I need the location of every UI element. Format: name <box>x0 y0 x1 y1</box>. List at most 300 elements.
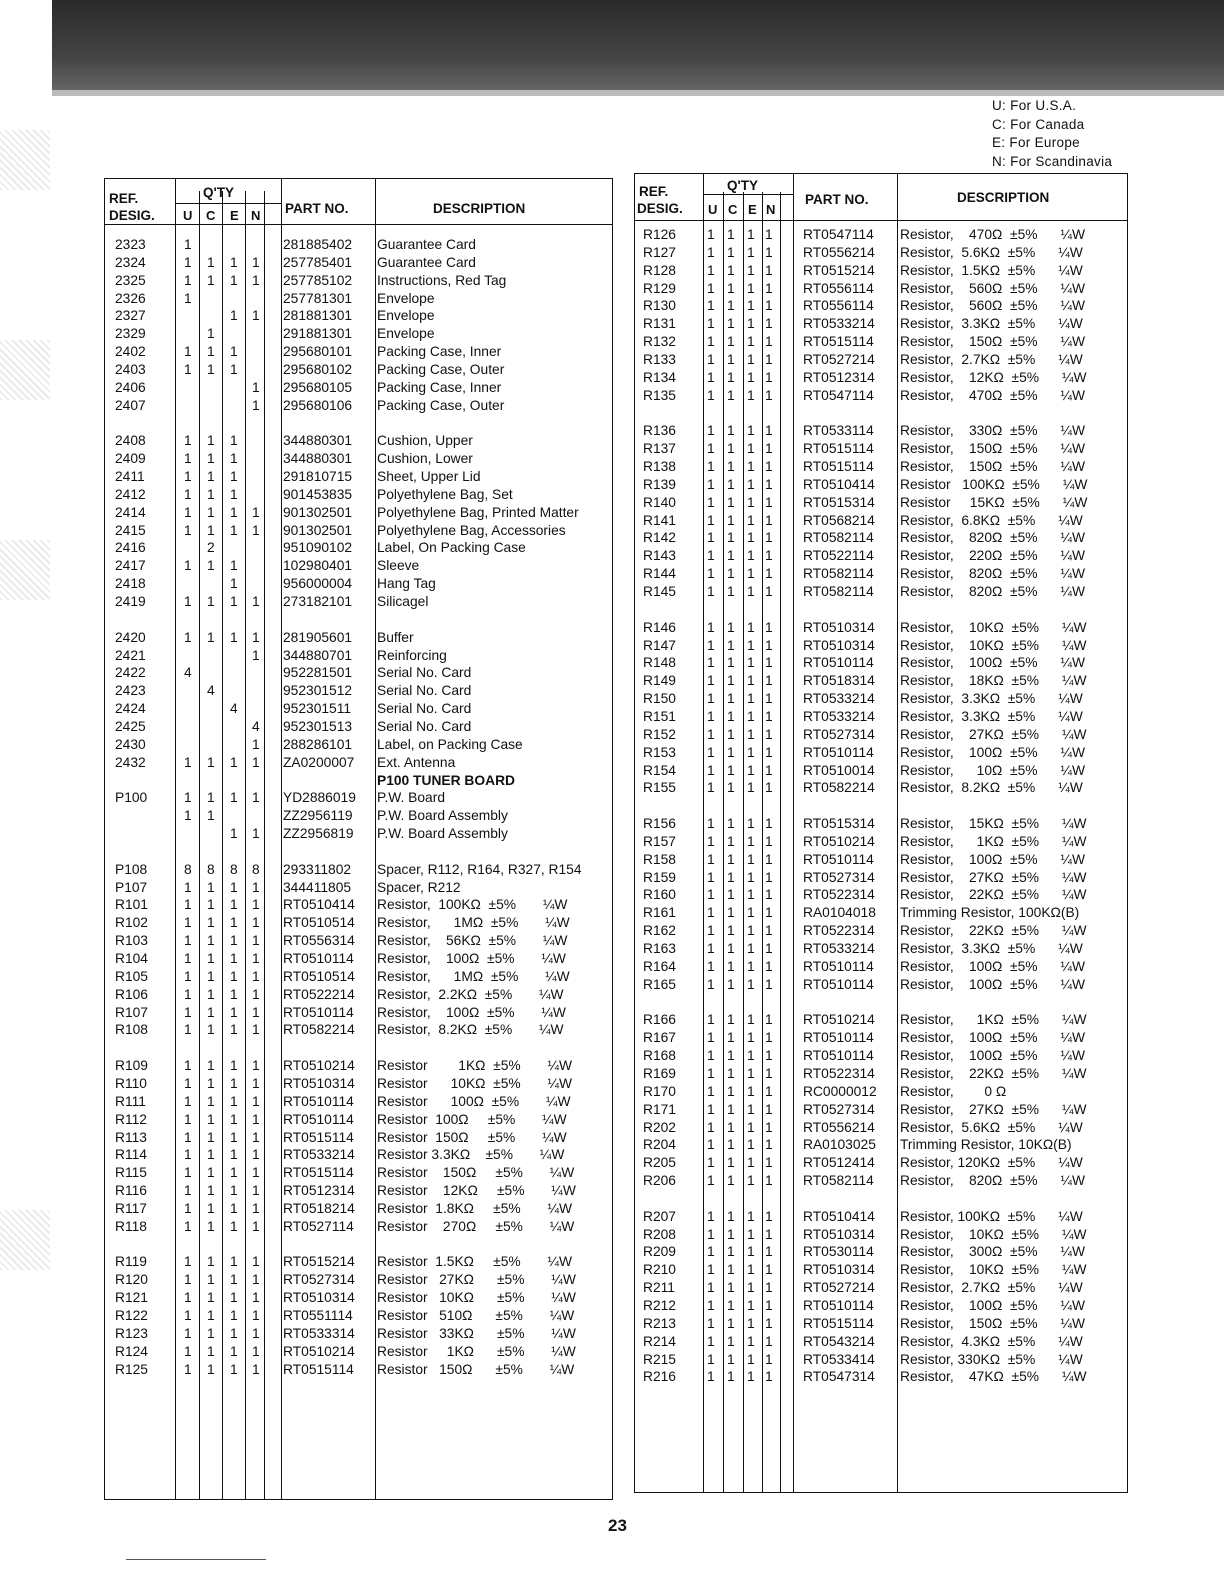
qty-c: 1 <box>727 351 735 367</box>
qty-u: 1 <box>707 958 715 974</box>
qty-e: 1 <box>230 451 238 467</box>
qty-e: 1 <box>230 308 238 324</box>
qty-e: 1 <box>747 905 755 921</box>
ref-desig: 2324 <box>115 254 146 270</box>
qty-c: 1 <box>727 387 735 403</box>
qty-u: 1 <box>184 790 192 806</box>
part-no: RT0510214 <box>283 1058 355 1074</box>
qty-e: 1 <box>747 1065 755 1081</box>
part-no: RT0510214 <box>283 1343 355 1359</box>
table-row <box>635 1011 1127 1029</box>
qty-c: 2 <box>207 540 215 556</box>
table-row <box>105 1057 612 1075</box>
ref-desig: 2419 <box>115 594 146 609</box>
table-row <box>635 601 1127 619</box>
part-no: 281905601 <box>283 629 353 645</box>
qty-u: 1 <box>184 1290 192 1306</box>
part-no: ZZ2956119 <box>283 808 353 824</box>
qty-u: 1 <box>707 512 715 528</box>
part-no: RT0533214 <box>803 316 875 332</box>
part-no: RT0533214 <box>803 941 875 956</box>
qty-c: 1 <box>727 816 735 832</box>
qty-c: 1 <box>727 1315 735 1331</box>
qty-c: 1 <box>727 423 735 439</box>
qty-u: 1 <box>707 691 715 707</box>
table-row <box>105 736 612 754</box>
qty-u: 1 <box>184 486 192 502</box>
ref-desig: R166 <box>643 1012 676 1028</box>
qty-c: 1 <box>727 708 735 724</box>
qty-n: 1 <box>765 512 773 528</box>
ref-desig: R130 <box>643 298 676 314</box>
qty-c: 1 <box>727 887 735 903</box>
ref-desig: 2423 <box>115 683 146 699</box>
part-no: 295680105 <box>283 379 353 395</box>
description: Resistor, 3.3KΩ ±5% ¼W <box>900 708 1083 724</box>
table-row <box>635 565 1127 583</box>
part-no: RT0522314 <box>803 923 875 939</box>
qty-n: 1 <box>765 923 773 939</box>
qty-e: 1 <box>230 1147 238 1163</box>
ref-desig: R160 <box>643 887 676 903</box>
qty-c: 1 <box>207 879 215 895</box>
n-header: N <box>766 202 776 217</box>
table-row <box>105 843 612 861</box>
qty-n: 1 <box>765 227 773 242</box>
parts-table-right <box>634 173 1128 1493</box>
qty-e: 1 <box>230 1290 238 1306</box>
qty-u: 1 <box>707 941 715 956</box>
parts-table-left <box>104 178 613 1500</box>
qty-c: 1 <box>207 1093 215 1109</box>
part-no: RT0547114 <box>803 387 874 403</box>
qty-c: 1 <box>727 851 735 867</box>
qty-c: 1 <box>727 1351 735 1367</box>
qty-e: 1 <box>230 1093 238 1109</box>
table-row <box>105 772 612 790</box>
part-no: RC0000012 <box>803 1083 877 1099</box>
description: Resistor, 100Ω ±5% ¼W <box>900 1298 1086 1313</box>
qty-n: 1 <box>252 754 260 770</box>
qty-e: 1 <box>230 1129 238 1145</box>
description-header: DESCRIPTION <box>433 201 526 216</box>
qty-c: 1 <box>727 1119 735 1135</box>
part-no: RT0582214 <box>283 1022 355 1038</box>
ref-desig: R146 <box>643 619 676 635</box>
ref-desig: R138 <box>643 459 676 475</box>
part-no: RT0510114 <box>283 1004 354 1020</box>
qty-c: 1 <box>727 976 735 992</box>
qty-n: 1 <box>252 1129 260 1145</box>
table-row <box>635 1243 1127 1261</box>
ref-desig: R157 <box>643 833 676 849</box>
qty-n: 1 <box>765 530 773 546</box>
ref-desig: R129 <box>643 280 676 296</box>
table-row <box>105 343 612 361</box>
description: Resistor, 22KΩ ±5% ¼W <box>900 887 1087 903</box>
part-no: RT0510314 <box>283 1290 355 1306</box>
part-no: 952301513 <box>283 718 353 734</box>
qty-header: Q'TY <box>203 185 234 200</box>
qty-n: 1 <box>765 1155 773 1171</box>
description: Resistor, 15KΩ ±5% ¼W <box>900 816 1087 832</box>
qty-c: 1 <box>207 968 215 984</box>
qty-e: 1 <box>747 280 755 296</box>
qty-n: 1 <box>252 879 260 895</box>
qty-n: 1 <box>252 826 260 842</box>
description: Resistor 15KΩ ±5% ¼W <box>900 494 1088 510</box>
part-no: RT0533214 <box>803 691 875 707</box>
qty-u: 1 <box>184 951 192 966</box>
table-row <box>635 690 1127 708</box>
description: Polyethylene Bag, Set <box>377 486 513 502</box>
qty-n: 1 <box>252 1361 260 1377</box>
qty-n: 1 <box>252 379 260 395</box>
qty-n: 1 <box>252 1272 260 1288</box>
table-row <box>635 654 1127 672</box>
qty-n: 1 <box>765 566 773 582</box>
qty-n: 1 <box>765 762 773 778</box>
description: Resistor 1.8KΩ ±5% ¼W <box>377 1200 573 1216</box>
ref-desig: R133 <box>643 351 676 367</box>
qty-e: 1 <box>230 522 238 538</box>
qty-n: 1 <box>765 941 773 956</box>
table-row <box>105 236 612 254</box>
ref-desig: 2411 <box>115 469 145 485</box>
qty-u: 1 <box>707 476 715 492</box>
part-no: RT0582114 <box>803 566 874 582</box>
qty-n: 1 <box>252 1058 260 1074</box>
description: Resistor, 820Ω ±5% ¼W <box>900 566 1086 582</box>
table-row <box>105 415 612 433</box>
table-row <box>105 896 612 914</box>
description: Resistor, 100Ω ±5% ¼W <box>377 1004 566 1020</box>
qty-c: 1 <box>207 1111 215 1127</box>
qty-u: 1 <box>707 726 715 742</box>
qty-u: 1 <box>184 986 192 1002</box>
qty-e: 1 <box>747 923 755 939</box>
description: Resistor, 8.2KΩ ±5% ¼W <box>377 1022 564 1038</box>
qty-u: 1 <box>707 708 715 724</box>
ref-desig: P107 <box>115 879 148 895</box>
part-no: 951090102 <box>283 540 353 556</box>
part-no: RT0518214 <box>283 1200 355 1216</box>
table-row <box>635 280 1127 298</box>
qty-c: 1 <box>207 629 215 645</box>
qty-n: 1 <box>765 369 773 385</box>
qty-u: 1 <box>707 1333 715 1349</box>
qty-e: 1 <box>230 933 238 949</box>
qty-e: 1 <box>747 244 755 260</box>
qty-c: 1 <box>727 1101 735 1117</box>
part-no: RT0533114 <box>803 423 874 439</box>
qty-c: 1 <box>727 1030 735 1046</box>
qty-e: 1 <box>747 1226 755 1242</box>
ref-desig: R112 <box>115 1111 147 1127</box>
legend-item: E: For Europe <box>992 135 1080 150</box>
table-row <box>105 1182 612 1200</box>
ref-desig: R106 <box>115 986 148 1002</box>
description: Resistor, 100Ω ±5% ¼W <box>900 976 1086 992</box>
qty-e: 1 <box>230 1325 238 1341</box>
ref-desig: R215 <box>643 1351 676 1367</box>
table-row <box>105 432 612 450</box>
qty-e: 1 <box>230 576 238 592</box>
description: Resistor, 150Ω ±5% ¼W <box>900 334 1086 350</box>
table-row <box>635 262 1127 280</box>
description: Resistor 12KΩ ±5% ¼W <box>377 1183 576 1199</box>
description: Spacer, R112, R164, R327, R154 <box>377 861 582 877</box>
table-row <box>635 1333 1127 1351</box>
qty-e: 1 <box>747 708 755 724</box>
qty-u: 1 <box>707 673 715 689</box>
description: Resistor, 2.7KΩ ±5% ¼W <box>900 351 1083 367</box>
qty-c: 1 <box>207 1325 215 1341</box>
ref-desig: R142 <box>643 530 676 546</box>
qty-u: 1 <box>707 1083 715 1099</box>
description: Resistor, 47KΩ ±5% ¼W <box>900 1369 1087 1385</box>
qty-n: 1 <box>252 1147 260 1163</box>
part-no: RT0522114 <box>803 548 874 564</box>
ref-desig: 2323 <box>115 237 146 252</box>
part-no: RT0556314 <box>283 933 355 949</box>
part-no: RT0556214 <box>803 1119 875 1135</box>
description: Resistor, 150Ω ±5% ¼W <box>900 459 1086 475</box>
ref-desig: R108 <box>115 1022 148 1038</box>
table-row <box>635 1172 1127 1190</box>
description: P.W. Board Assembly <box>377 826 508 842</box>
table-row <box>635 940 1127 958</box>
qty-e: 1 <box>230 879 238 895</box>
qty-n: 1 <box>765 833 773 849</box>
qty-c: 1 <box>207 326 215 342</box>
description: Resistor, 18KΩ ±5% ¼W <box>900 673 1087 689</box>
qty-n: 1 <box>765 316 773 332</box>
qty-e: 1 <box>747 887 755 903</box>
table-row <box>105 1271 612 1289</box>
ref-desig: R171 <box>643 1101 676 1117</box>
qty-c: 1 <box>727 726 735 742</box>
ref-desig: R152 <box>643 726 676 742</box>
qty-e: 1 <box>230 1254 238 1270</box>
ref-desig: 2430 <box>115 736 146 752</box>
part-no: RT0510314 <box>803 619 875 635</box>
table-row <box>105 879 612 897</box>
qty-e: 1 <box>747 584 755 599</box>
description: Instructions, Red Tag <box>377 272 507 288</box>
part-no: ZZ2956819 <box>283 826 354 842</box>
qty-c: 1 <box>727 780 735 796</box>
table-row <box>635 672 1127 690</box>
qty-c: 1 <box>207 1129 215 1145</box>
description: Resistor 10KΩ ±5% ¼W <box>377 1290 576 1306</box>
desig-header: DESIG. <box>637 201 683 216</box>
qty-n: 1 <box>252 522 260 538</box>
description: Resistor, 1MΩ ±5% ¼W <box>377 915 570 931</box>
qty-c: 1 <box>727 673 735 689</box>
qty-u: 1 <box>707 1012 715 1028</box>
qty-n: 4 <box>252 718 260 734</box>
qty-e: 1 <box>230 790 238 806</box>
part-no: 901302501 <box>283 522 353 538</box>
qty-n: 1 <box>765 869 773 885</box>
description: Resistor, 10KΩ ±5% ¼W <box>900 619 1087 635</box>
part-no: RT0582114 <box>803 584 874 599</box>
qty-u: 4 <box>184 665 192 681</box>
qty-u: 1 <box>184 558 192 574</box>
qty-e: 1 <box>230 504 238 520</box>
partno-header: PART NO. <box>285 201 349 216</box>
table-row <box>105 522 612 540</box>
qty-c: 1 <box>207 504 215 520</box>
qty-n: 1 <box>765 708 773 724</box>
qty-e: 1 <box>747 1262 755 1278</box>
table-row <box>105 290 612 308</box>
qty-c: 1 <box>207 469 215 485</box>
qty-e: 1 <box>230 272 238 288</box>
ref-desig: R104 <box>115 951 148 966</box>
description: Envelope <box>377 326 435 342</box>
qty-u: 1 <box>184 272 192 288</box>
qty-u: 1 <box>707 1298 715 1313</box>
scan-speckle <box>0 1210 50 1270</box>
qty-n: 1 <box>765 887 773 903</box>
table-row <box>635 922 1127 940</box>
part-no: RT0510114 <box>283 951 354 966</box>
description: Serial No. Card <box>377 718 472 734</box>
qty-e: 1 <box>747 655 755 671</box>
qty-u: 1 <box>184 237 192 252</box>
part-no: 956000004 <box>283 576 353 592</box>
qty-u: 1 <box>707 316 715 332</box>
description: Resistor 100Ω ±5% ¼W <box>377 1093 571 1109</box>
part-no: 344880701 <box>283 647 353 663</box>
qty-u: 1 <box>707 780 715 796</box>
table-row <box>105 1253 612 1271</box>
description: Resistor, 120KΩ ±5% ¼W <box>900 1155 1083 1171</box>
qty-n: 1 <box>765 851 773 867</box>
qty-c: 1 <box>727 566 735 582</box>
qty-u: 1 <box>707 1369 715 1385</box>
ref-desig: 2329 <box>115 326 146 342</box>
qty-e: 1 <box>747 441 755 457</box>
region-legend <box>992 97 1112 171</box>
qty-e: 1 <box>230 344 238 360</box>
qty-c: 8 <box>207 861 215 877</box>
qty-e: 1 <box>747 1137 755 1153</box>
table-row <box>635 726 1127 744</box>
description: Serial No. Card <box>377 701 472 717</box>
qty-e: 1 <box>230 1022 238 1038</box>
description: Resistor 3.3KΩ ±5% ¼W <box>377 1147 565 1163</box>
description: Resistor, 470Ω ±5% ¼W <box>900 387 1086 403</box>
ref-desig: R117 <box>115 1200 147 1216</box>
ref-desig: R167 <box>643 1030 676 1046</box>
qty-c: 1 <box>207 1004 215 1020</box>
qty-c: 1 <box>207 1075 215 1091</box>
qty-e: 1 <box>747 833 755 849</box>
e-header: E <box>748 202 757 217</box>
table-row <box>105 1093 612 1111</box>
description: Sheet, Upper Lid <box>377 469 481 485</box>
table-row <box>635 1119 1127 1137</box>
qty-e: 1 <box>230 1272 238 1288</box>
table-row <box>635 529 1127 547</box>
table-row <box>635 815 1127 833</box>
table-row <box>635 904 1127 922</box>
qty-u: 1 <box>707 887 715 903</box>
table-row <box>635 512 1127 530</box>
ref-desig: R102 <box>115 915 148 931</box>
part-no: RT0510114 <box>803 976 874 992</box>
qty-u: 1 <box>184 1361 192 1377</box>
table-row <box>635 1315 1127 1333</box>
qty-u: 1 <box>707 423 715 439</box>
qty-e: 1 <box>747 369 755 385</box>
description: Resistor 150Ω ±5% ¼W <box>377 1165 575 1181</box>
table-row <box>635 1136 1127 1154</box>
qty-n: 1 <box>765 459 773 475</box>
qty-c: 1 <box>727 459 735 475</box>
qty-e: 1 <box>230 1058 238 1074</box>
qty-u: 1 <box>707 976 715 992</box>
qty-e: 1 <box>230 469 238 485</box>
description: Cushion, Lower <box>377 451 473 467</box>
qty-u: 1 <box>707 905 715 921</box>
description: Resistor, 1KΩ ±5% ¼W <box>900 833 1087 849</box>
qty-c: 1 <box>207 1308 215 1323</box>
qty-n: 1 <box>765 1048 773 1064</box>
qty-c: 1 <box>727 1065 735 1081</box>
table-row <box>635 1368 1127 1386</box>
table-row <box>105 789 612 807</box>
part-no: RT0515114 <box>803 441 874 457</box>
qty-n: 1 <box>252 986 260 1002</box>
ref-desig: 2402 <box>115 344 146 360</box>
qty-n: 1 <box>252 1343 260 1359</box>
table-row <box>105 486 612 504</box>
qty-c: 1 <box>207 594 215 609</box>
part-no: 102980401 <box>283 558 353 574</box>
ref-desig: R111 <box>115 1093 146 1109</box>
qty-u: 1 <box>707 459 715 475</box>
ref-desig: 2408 <box>115 433 146 449</box>
description: Packing Case, Inner <box>377 344 502 360</box>
ref-desig: R141 <box>643 512 676 528</box>
table-row <box>635 958 1127 976</box>
part-no: 291810715 <box>283 469 353 485</box>
qty-e: 1 <box>747 744 755 760</box>
table-row <box>105 825 612 843</box>
description: Resistor, 100Ω ±5% ¼W <box>900 1030 1086 1046</box>
description: Resistor, 10KΩ ±5% ¼W <box>900 1262 1087 1278</box>
part-no: 952301512 <box>283 683 353 699</box>
qty-c: 1 <box>207 897 215 913</box>
ref-desig: 2403 <box>115 361 146 377</box>
qty-e: 1 <box>747 1351 755 1367</box>
part-no: ZA0200007 <box>283 754 355 770</box>
part-no: RT0510314 <box>283 1075 355 1091</box>
description: Resistor, 100Ω ±5% ¼W <box>900 744 1086 760</box>
description: Resistor, 100Ω ±5% ¼W <box>900 958 1086 974</box>
qty-n: 1 <box>765 494 773 510</box>
ref-desig: R170 <box>643 1083 676 1099</box>
qty-n: 1 <box>765 441 773 457</box>
qty-c: 1 <box>727 298 735 314</box>
qty-n: 1 <box>252 1183 260 1199</box>
table-row <box>105 1164 612 1182</box>
ref-desig: R116 <box>115 1183 147 1199</box>
